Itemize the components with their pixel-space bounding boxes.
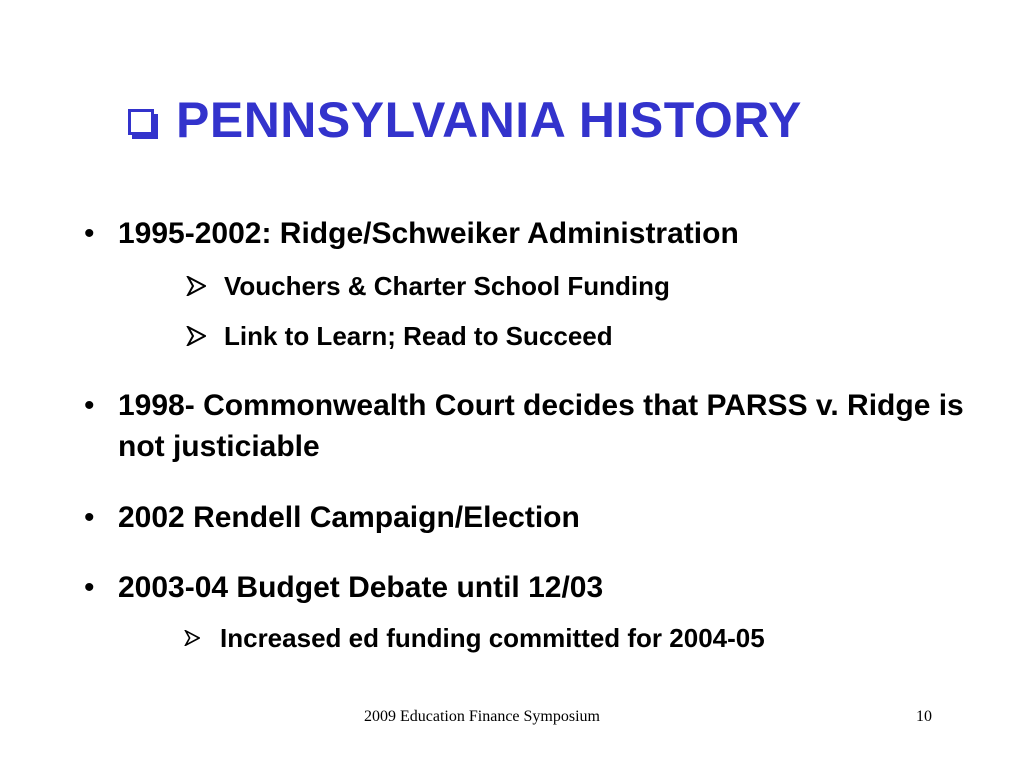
footer-text: 2009 Education Finance Symposium [364, 708, 600, 725]
page-number: 10 [916, 708, 932, 725]
bullet-text: 2003-04 Budget Debate until 12/03 [118, 571, 604, 604]
arrowhead-icon [186, 326, 206, 346]
bullet-text: 2002 Rendell Campaign/Election [118, 501, 580, 534]
arrowhead-icon [186, 276, 206, 296]
bullet-marker: • [84, 571, 95, 604]
bullet-item [84, 213, 978, 254]
slide-title [128, 80, 802, 160]
bullet-item [84, 497, 978, 538]
bullet-text: 1995-2002: Ridge/Schweiker Administration [118, 217, 739, 250]
sub-bullet-text: Link to Learn; Read to Succeed [224, 321, 613, 351]
bullet-item [84, 385, 978, 467]
sub-bullet-item [186, 319, 613, 353]
sub-bullet-text: Vouchers & Charter School Funding [224, 271, 670, 301]
bullet-text: 1998- Commonwealth Court decides that PARSS v. Ridge is not justiciable [118, 389, 964, 463]
arrowhead-icon [184, 630, 200, 646]
bullet-item [84, 567, 978, 608]
bullet-marker: • [84, 389, 95, 422]
sub-bullet-item [186, 269, 670, 303]
sub-bullet-text: Increased ed funding committed for 2004-05 [220, 623, 765, 653]
bullet-marker: • [84, 501, 95, 534]
sub-bullet-item [184, 621, 765, 655]
bullet-marker: • [84, 217, 95, 250]
checkbox-bullet-icon [128, 109, 154, 135]
slide-title-text: PENNSYLVANIA HISTORY [176, 92, 802, 148]
